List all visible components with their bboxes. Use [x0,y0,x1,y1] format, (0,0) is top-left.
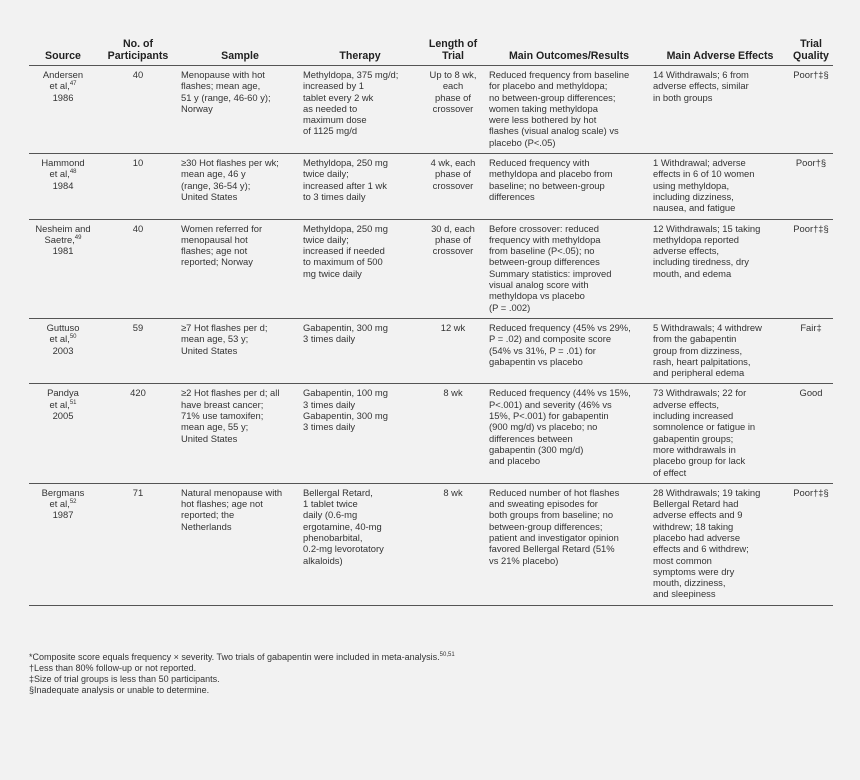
adverse-cell: 14 Withdrawals; 6 from adverse effects, similar in both groups [651,66,789,154]
therapy-cell: Methyldopa, 250 mg twice daily; increased after 1 wk to 3 times daily [301,154,419,219]
source-year: 1984 [52,179,74,191]
participants-cell: 59 [97,318,179,383]
quality-cell: Poor†‡§ [789,66,833,154]
therapy-cell: Gabapentin, 100 mg 3 times daily Gabapentin, 300 mg 3 times daily [301,384,419,483]
table-row [29,318,833,383]
footnote-double-dagger: ‡Size of trial groups is less than 50 participants. [29,674,220,684]
quality-cell: Fair‡ [789,318,833,383]
outcomes-cell: Reduced frequency from baseline for placebo and methyldopa; no between-group differences; women taking methyldopa were less bothered by hot flashes (visual analog scale) vs placebo (P<.05) [487,66,651,154]
outcomes-cell: Reduced frequency with methyldopa and placebo from baseline; no between-group differences [487,154,651,219]
source-cell [29,384,97,483]
length-cell: 8 wk [419,384,487,483]
participants-cell: 71 [97,483,179,605]
quality-cell: Poor†‡§ [789,219,833,318]
length-cell: Up to 8 wk, each phase of crossover [419,66,487,154]
header-row [29,38,833,66]
source-ref: 52 [69,498,77,505]
outcomes-cell: Before crossover: reduced frequency with methyldopa from baseline (P<.05); no between-group differences Summary statistics: improved visual analog score with methyldopa vs placebo (P = .002) [487,219,651,318]
quality-cell: Poor†§ [789,154,833,219]
source-year: 1986 [52,91,74,103]
outcomes-cell: Reduced frequency (45% vs 29%, P = .02) and composite score (54% vs 31%, P = .01) for gabapentin vs placebo [487,318,651,383]
therapy-cell: Bellergal Retard, 1 tablet twice daily (0.6-mg ergotamine, 40-mg phenobarbital, 0.2-mg levorotatory alkaloids) [301,483,419,605]
adverse-cell: 12 Withdrawals; 15 taking methyldopa reported adverse effects, including tiredness, dry mouth, and edema [651,219,789,318]
length-cell: 12 wk [419,318,487,383]
sample-cell: Natural menopause with hot flashes; age not reported; the Netherlands [179,483,301,605]
table-row [29,66,833,154]
source-ref: 49 [74,234,82,241]
source-year: 2005 [52,410,74,422]
sample-cell: ≥30 Hot flashes per wk; mean age, 46 y (range, 36-54 y); United States [179,154,301,219]
sample-cell: ≥7 Hot flashes per d; mean age, 53 y; United States [179,318,301,383]
participants-cell: 420 [97,384,179,483]
quality-cell: Poor†‡§ [789,483,833,605]
source-cell [29,66,97,154]
table-row [29,384,833,483]
sample-cell: Menopause with hot flashes; mean age, 51 y (range, 46-60 y); Norway [179,66,301,154]
source-authors: Pandya et al, [47,387,79,410]
source-authors: Guttuso et al, [46,321,80,345]
header-adverse: Main Adverse Effects [651,38,789,66]
table-row [29,154,833,219]
header-therapy: Therapy [301,38,419,66]
adverse-cell: 5 Withdrawals; 4 withdrew from the gabapentin group from dizziness, rash, heart palpitations, and peripheral edema [651,318,789,383]
trials-table [29,38,833,606]
source-authors: Hammond et al, [41,157,85,180]
table-row [29,483,833,605]
quality-cell: Good [789,384,833,483]
length-cell: 8 wk [419,483,487,605]
footnote-dagger: †Less than 80% follow-up or not reported. [29,663,197,673]
source-year: 1987 [52,509,74,521]
header-sample: Sample [179,38,301,66]
source-ref: 47 [69,81,77,88]
header-length: Length of Trial [419,38,487,66]
adverse-cell: 28 Withdrawals; 19 taking Bellergal Retard had adverse effects and 9 withdrew; 18 taking placebo had adverse effects and 6 withdrew; most common symptoms were dry mouth, dizziness, and sleepiness [651,483,789,605]
source-cell [29,318,97,383]
length-cell: 4 wk, each phase of crossover [419,154,487,219]
source-year: 2003 [52,344,74,356]
header-outcomes: Main Outcomes/Results [487,38,651,66]
footnote-section: §Inadequate analysis or unable to determine. [29,685,210,695]
sample-cell: ≥2 Hot flashes per d; all have breast cancer; 71% use tamoxifen; mean age, 55 y; United States [179,384,301,483]
outcomes-cell: Reduced number of hot flashes and sweating episodes for both groups from baseline; no between-group differences; patient and investigator opinion favored Bellergal Retard (51% vs 21% placebo) [487,483,651,605]
header-quality: Trial Quality [789,38,833,66]
header-source: Source [29,38,97,66]
adverse-cell: 1 Withdrawal; adverse effects in 6 of 10 women using methyldopa, including dizziness, nausea, and fatigue [651,154,789,219]
therapy-cell: Methyldopa, 250 mg twice daily; increased if needed to maximum of 500 mg twice daily [301,219,419,318]
source-ref: 50 [69,334,77,341]
source-cell [29,154,97,219]
participants-cell: 40 [97,219,179,318]
participants-cell: 10 [97,154,179,219]
source-authors: Bergmans et al, [41,486,85,510]
source-ref: 48 [69,169,77,176]
outcomes-cell: Reduced frequency (44% vs 15%, P<.001) and severity (46% vs 15%, P<.001) for gabapentin (900 mg/d) vs placebo; no differences between gabapentin (300 mg/d) and placebo [487,384,651,483]
source-ref: 51 [69,399,77,406]
therapy-cell: Methyldopa, 375 mg/d; increased by 1 tablet every 2 wk as needed to maximum dose of 1125 mg/d [301,66,419,154]
footnotes [29,652,833,696]
header-participants: No. of Participants [97,38,179,66]
footnote-composite-text: *Composite score equals frequency × severity. Two trials of gabapentin were included in meta-analysis. [29,652,440,662]
footnote-composite-ref: 50,51 [439,652,455,658]
length-cell: 30 d, each phase of crossover [419,219,487,318]
therapy-cell: Gabapentin, 300 mg 3 times daily [301,318,419,383]
source-authors: Nesheim and Saetre, [35,222,91,245]
sample-cell: Women referred for menopausal hot flashes; age not reported; Norway [179,219,301,318]
source-year: 1981 [52,245,74,257]
adverse-cell: 73 Withdrawals; 22 for adverse effects, including increased somnolence or fatigue in gabapentin groups; more withdrawals in placebo group for lack of effect [651,384,789,483]
source-cell [29,483,97,605]
source-cell [29,219,97,318]
participants-cell: 40 [97,66,179,154]
table-row [29,219,833,318]
footnote-composite [29,652,833,663]
source-authors: Andersen et al, [42,69,84,92]
